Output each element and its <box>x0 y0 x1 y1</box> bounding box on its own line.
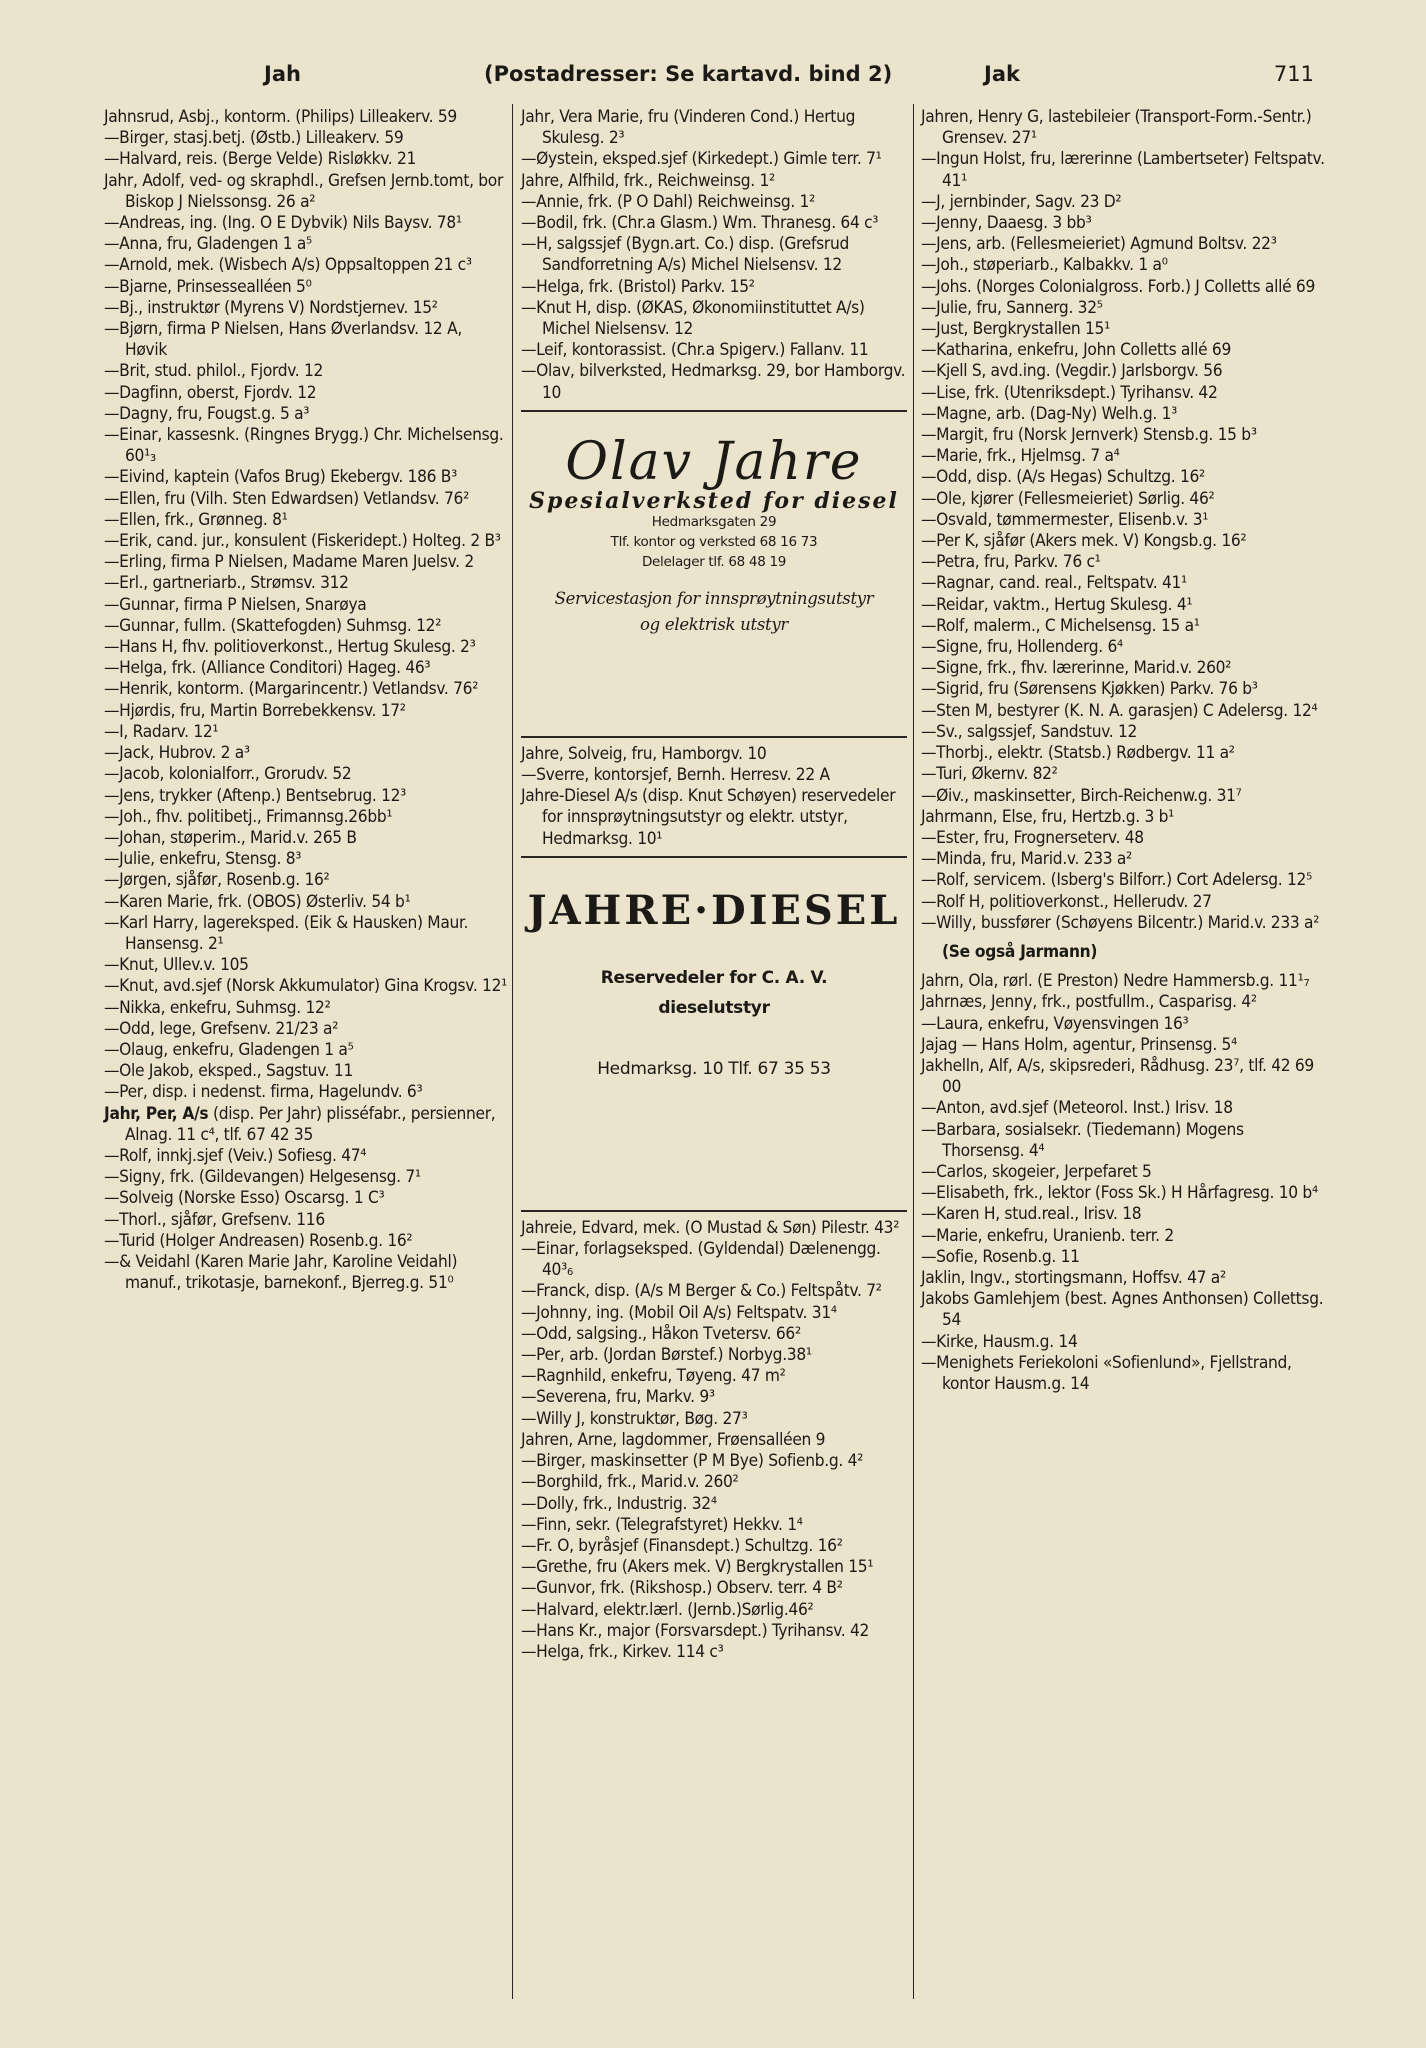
directory-entry: —Hjørdis, fru, Martin Borrebekkensv. 17² <box>104 700 406 721</box>
directory-entry: —Rolf, malerm., C Michelsensg. 15 a¹ <box>921 615 1200 636</box>
directory-entry: —Kirke, Hausm.g. 14 <box>921 1331 1078 1352</box>
directory-entry: —Birger, stasj.betj. (Østb.) Lilleakerv. 59 <box>104 128 404 149</box>
ad-parts-line: dieselutstyr <box>658 998 770 1019</box>
directory-entry: Jahreie, Edvard, mek. (O Mustad & Søn) Pilestr. 43² <box>521 1217 900 1238</box>
directory-entry: —Helga, frk., Kirkev. 114 c³ <box>521 1641 724 1662</box>
directory-entry: —Andreas, ing. (Ing. O E Dybvik) Nils Baysv. 78¹ <box>104 213 462 234</box>
column-middle <box>521 107 907 1663</box>
directory-entry: —Anna, fru, Gladengen 1 a⁵ <box>104 234 312 255</box>
directory-entry: —Knut, Ullev.v. 105 <box>104 955 249 976</box>
directory-entry: —Franck, disp. (A/s M Berger & Co.) Feltspåtv. 7² <box>521 1281 882 1302</box>
directory-entry: —Ragnhild, enkefru, Tøyeng. 47 m² <box>521 1366 786 1387</box>
directory-entry: Jahre, Alfhild, frk., Reichweinsg. 1² <box>521 170 775 191</box>
ad-phone: Tlf. kontor og verksted 68 16 73 <box>610 534 818 551</box>
directory-entry: —Arnold, mek. (Wisbech A/s) Oppsaltoppen 21 c³ <box>104 255 472 276</box>
directory-entry: —Signy, frk. (Gildevangen) Helgesensg. 7¹ <box>104 1167 421 1188</box>
entry-list <box>921 107 1325 934</box>
entry-list <box>521 107 907 404</box>
directory-entry: —Johnny, ing. (Mobil Oil A/s) Feltspatv. 31⁴ <box>521 1302 837 1323</box>
directory-entry-bold <box>104 1104 508 1146</box>
directory-entry: —Elisabeth, frk., lektor (Foss Sk.) H Hårfagresg. 10 b⁴ <box>921 1183 1318 1204</box>
directory-entry: —Gunnar, firma P Nielsen, Snarøya <box>104 594 367 615</box>
directory-entry: Jahr, Adolf, ved- og skraphdl., Grefsen Jernb.tomt, bor Biskop J Nielssonsg. 26 a² <box>104 170 504 212</box>
directory-entry: —Øystein, eksped.sjef (Kirkedept.) Gimle terr. 7¹ <box>521 149 882 170</box>
directory-entry: —Johan, støperim., Marid.v. 265 B <box>104 827 357 848</box>
directory-entry: —Olaug, enkefru, Gladengen 1 a⁵ <box>104 1039 354 1060</box>
directory-entry: —Karen H, stud.real., Irisv. 18 <box>921 1204 1142 1225</box>
directory-entry: —Gunvor, frk. (Rikshosp.) Observ. terr. 4 B² <box>521 1578 843 1599</box>
directory-entry: —Karl Harry, lagereksped. (Eik & Hausken) Maur. Hansensg. 2¹ <box>104 912 469 954</box>
directory-entry: —& Veidahl (Karen Marie Jahr, Karoline Veidahl) manuf., trikotasje, barnekonf., Bjerreg.g. 51⁰ <box>104 1251 458 1294</box>
directory-entry: —Ellen, frk., Grønneg. 8¹ <box>104 509 288 530</box>
directory-entry: —Sv., salgssjef, Sandstuv. 12 <box>921 721 1138 742</box>
directory-entry: —Bjørn, firma P Nielsen, Hans Øverlandsv. 12 A, Høvik <box>104 319 462 361</box>
directory-entry: Jahrn, Ola, rørl. (E Preston) Nedre Hammersb.g. 11¹₇ <box>921 971 1310 992</box>
entry-list <box>104 1146 508 1294</box>
directory-entry: —Hans H, fhv. politioverkonst., Hertug Skulesg. 2³ <box>104 637 476 658</box>
directory-entry: —Erik, cand. jur., konsulent (Fiskeridept.) Holteg. 2 B³ <box>104 531 501 552</box>
directory-entry: —Signe, fru, Hollenderg. 6⁴ <box>921 637 1123 658</box>
directory-entry: —Erl., gartneriarb., Strømsv. 312 <box>104 573 349 594</box>
entry-list <box>521 744 907 850</box>
directory-entry: —Solveig (Norske Esso) Oscarsg. 1 C³ <box>104 1188 385 1209</box>
directory-entry: —Bodil, frk. (Chr.a Glasm.) Wm. Thranesg. 64 c³ <box>521 213 879 234</box>
directory-entry: —Dolly, frk., Industrig. 32⁴ <box>521 1493 717 1514</box>
directory-entry: —Petra, fru, Parkv. 76 c¹ <box>921 552 1101 573</box>
directory-entry: —Thorbj., elektr. (Statsb.) Rødbergv. 11 a² <box>921 743 1235 764</box>
directory-entry: —Halvard, reis. (Berge Velde) Risløkkv. 21 <box>104 149 417 170</box>
directory-entry: —Henrik, kontorm. (Margarincentr.) Vetlandsv. 76² <box>104 679 479 700</box>
directory-entry: —H, salgssjef (Bygn.art. Co.) disp. (Grefsrud Sandforretning A/s) Michel Nielsensv. 12 <box>521 234 849 276</box>
directory-entry: —Per K, sjåfør (Akers mek. V) Kongsb.g. 16² <box>921 531 1247 552</box>
entry-list <box>921 971 1325 1395</box>
directory-entry: —Carlos, skogeier, Jerpefaret 5 <box>921 1161 1152 1182</box>
ad-divider <box>521 1210 907 1212</box>
header-left-keyword: Jah <box>264 62 301 86</box>
directory-entry: —Signe, frk., fhv. lærerinne, Marid.v. 260² <box>921 658 1232 679</box>
entry-detail: (disp. Per Jahr) plisséfabr., persienner, Alnag. 11 c⁴, tlf. 67 42 35 <box>125 1103 496 1145</box>
directory-entry: —Katharina, enkefru, John Colletts allé 69 <box>921 340 1232 361</box>
directory-entry: —Rolf H, politioverkonst., Hellerudv. 27 <box>921 891 1212 912</box>
entry-name-bold: Jahr, Per, A/s <box>104 1103 209 1124</box>
ad-service-line: Servicestasjon for innsprøytningsutstyr <box>554 589 874 609</box>
directory-entry: —Hans Kr., major (Forsvarsdept.) Tyrihansv. 42 <box>521 1620 870 1641</box>
directory-entry: —Ellen, fru (Vilh. Sten Edwardsen) Vetlandsv. 76² <box>104 488 469 509</box>
directory-entry: —Anton, avd.sjef (Meteorol. Inst.) Irisv. 18 <box>921 1098 1233 1119</box>
directory-entry: —Karen Marie, frk. (OBOS) Østerliv. 54 b¹ <box>104 891 411 912</box>
directory-entry: —Øiv., maskinsetter, Birch-Reichenw.g. 31⁷ <box>921 785 1242 806</box>
directory-entry: —Helga, frk. (Alliance Conditori) Hageg. 46³ <box>104 658 431 679</box>
ad-jahre-diesel <box>521 864 907 1204</box>
ad-olav-jahre <box>521 418 907 730</box>
directory-entry: Jahnsrud, Asbj., kontorm. (Philips) Lilleakerv. 59 <box>104 107 457 127</box>
directory-entry: —Marie, enkefru, Uranienb. terr. 2 <box>921 1225 1174 1246</box>
directory-entry: —Johs. (Norges Colonialgross. Forb.) J Colletts allé 69 <box>921 276 1315 297</box>
directory-entry: Jajag — Hans Holm, agentur, Prinsensg. 5⁴ <box>921 1034 1237 1055</box>
directory-entry: —Jack, Hubrov. 2 a³ <box>104 743 250 764</box>
directory-entry: —Per, arb. (Jordan Børstef.) Norbyg.38¹ <box>521 1345 812 1366</box>
ad-logo-olav-jahre: Olav Jahre <box>565 431 863 492</box>
directory-entry: Jahrmann, Else, fru, Hertzb.g. 3 b¹ <box>921 806 1175 827</box>
directory-entry: —Jenny, Daaesg. 3 bb³ <box>921 213 1092 234</box>
column-divider <box>913 104 914 1999</box>
directory-entry: —Thorl., sjåfør, Grefsenv. 116 <box>104 1209 325 1230</box>
directory-entry: Jahren, Henry G, lastebileier (Transport-Form.-Sentr.) Grensev. 27¹ <box>921 107 1312 149</box>
directory-entry: —Reidar, vaktm., Hertug Skulesg. 4¹ <box>921 594 1193 615</box>
column-right <box>921 107 1325 1395</box>
directory-entry: —Olav, bilverksted, Hedmarksg. 29, bor Hamborgv. 10 <box>521 361 906 403</box>
ad-tagline: Spesialverksted for diesel <box>529 488 899 515</box>
directory-entry: —Finn, sekr. (Telegrafstyret) Hekkv. 1⁴ <box>521 1514 803 1535</box>
directory-entry: —Ole Jakob, eksped., Sagstuv. 11 <box>104 1061 353 1082</box>
directory-entry: —Sverre, kontorsjef, Bernh. Herresv. 22 A <box>521 765 830 786</box>
directory-entry: —Einar, forlagseksped. (Gyldendal) Dælenengg. 40³₆ <box>521 1239 881 1281</box>
directory-entry: —Per, disp. i nedenst. firma, Hagelundv. 6³ <box>104 1082 423 1103</box>
directory-entry: —Sigrid, fru (Sørensens Kjøkken) Parkv. 76 b³ <box>921 679 1258 700</box>
directory-entry: —Sten M, bestyrer (K. N. A. garasjen) C Adelersg. 12⁴ <box>921 700 1318 721</box>
directory-entry: —Menighets Feriekoloni «Sofienlund», Fjellstrand, kontor Hausm.g. 14 <box>921 1352 1292 1394</box>
directory-entry: —Knut, avd.sjef (Norsk Akkumulator) Gina Krogsv. 12¹ <box>104 976 508 997</box>
directory-entry: —Bj., instruktør (Myrens V) Nordstjernev. 15² <box>104 297 438 318</box>
directory-entry: Jaklin, Ingv., stortingsmann, Hoffsv. 47 a² <box>921 1267 1226 1288</box>
directory-entry: —Jens, trykker (Aftenp.) Bentsebrug. 12³ <box>104 785 407 806</box>
directory-entry: —Einar, kassesnk. (Ringnes Brygg.) Chr. Michelsensg. 60¹₃ <box>104 425 504 467</box>
header-center-note: (Postadresser: Se kartavd. bind 2) <box>484 62 893 86</box>
entry-list <box>104 107 508 1104</box>
directory-entry: —Laura, enkefru, Vøyensvingen 16³ <box>921 1013 1189 1034</box>
directory-entry: Jahren, Arne, lagdommer, Frøensalléen 9 <box>521 1429 826 1450</box>
directory-entry: —Eivind, kaptein (Vafos Brug) Ekebergv. 186 B³ <box>104 467 457 488</box>
directory-entry: —Odd, disp. (A/s Hegas) Schultzg. 16² <box>921 467 1205 488</box>
directory-entry: —Rolf, servicem. (Isberg's Bilforr.) Cort Adelersg. 12⁵ <box>921 870 1312 891</box>
directory-entry: —Margit, fru (Norsk Jernverk) Stensb.g. 15 b³ <box>921 425 1257 446</box>
directory-entry: —Just, Bergkrystallen 15¹ <box>921 319 1110 340</box>
directory-entry: —Turi, Økernv. 82² <box>921 764 1058 785</box>
directory-entry: —Barbara, sosialsekr. (Tiedemann) Mogens Thorsensg. 4⁴ <box>921 1119 1244 1161</box>
directory-entry: —Odd, salgsing., Håkon Tvetersv. 66² <box>521 1323 801 1344</box>
ad-service-line: og elektrisk utstyr <box>640 615 788 635</box>
directory-entry: —Odd, lege, Grefsenv. 21/23 a² <box>104 1018 339 1039</box>
directory-entry: —Leif, kontorassist. (Chr.a Spigerv.) Fallanv. 11 <box>521 340 869 361</box>
directory-entry: —Halvard, elektr.lærl. (Jernb.)Sørlig.46² <box>521 1599 814 1620</box>
directory-entry: —Willy J, konstruktør, Bøg. 27³ <box>521 1408 748 1429</box>
directory-entry: —Brit, stud. philol., Fjordv. 12 <box>104 361 324 382</box>
directory-entry: —Dagfinn, oberst, Fjordv. 12 <box>104 382 317 403</box>
directory-entry: —Sofie, Rosenb.g. 11 <box>921 1246 1080 1267</box>
directory-entry: Jahre, Solveig, fru, Hamborgv. 10 <box>521 743 767 764</box>
directory-entry: —Magne, arb. (Dag-Ny) Welh.g. 1³ <box>921 403 1178 424</box>
directory-entry: —Nikka, enkefru, Suhmsg. 12² <box>104 997 331 1018</box>
directory-entry: Jakobs Gamlehjem (best. Agnes Anthonsen) Collettsg. 54 <box>921 1289 1324 1331</box>
entry-list <box>521 1218 907 1663</box>
directory-entry: —Kjell S, avd.ing. (Vegdir.) Jarlsborgv. 56 <box>921 361 1223 382</box>
header-right-keyword: Jak <box>984 62 1020 86</box>
ad-parts-line: Reservedeler for C. A. V. <box>600 968 828 989</box>
directory-entry: —Jørgen, sjåfør, Rosenb.g. 16² <box>104 870 330 891</box>
directory-entry: —Ingun Holst, fru, lærerinne (Lambertseter) Feltspatv. 41¹ <box>921 149 1325 191</box>
directory-entry: —I, Radarv. 12¹ <box>104 721 219 742</box>
directory-entry: —Ragnar, cand. real., Feltspatv. 41¹ <box>921 573 1187 594</box>
directory-entry: —Gunnar, fullm. (Skattefogden) Suhmsg. 12² <box>104 615 442 636</box>
ad-divider <box>521 410 907 412</box>
directory-entry: —Julie, enkefru, Stensg. 8³ <box>104 849 302 870</box>
directory-entry: —Osvald, tømmermester, Elisenb.v. 3¹ <box>921 509 1209 530</box>
directory-entry: —Erling, firma P Nielsen, Madame Maren Juelsv. 2 <box>104 552 474 573</box>
directory-entry: —Grethe, fru (Akers mek. V) Bergkrystallen 15¹ <box>521 1557 874 1578</box>
directory-entry: Jahrnæs, Jenny, frk., postfullm., Casparisg. 4² <box>921 992 1257 1013</box>
directory-entry: —Marie, frk., Hjelmsg. 7 a⁴ <box>921 446 1120 467</box>
directory-entry: —Knut H, disp. (ØKAS, Økonomiinstituttet A/s) Michel Nielsensv. 12 <box>521 297 865 340</box>
ad-contact: Hedmarksg. 10 Tlf. 67 35 53 <box>597 1059 831 1080</box>
directory-entry: —Annie, frk. (P O Dahl) Reichweinsg. 1² <box>521 191 815 212</box>
ad-divider <box>521 736 907 738</box>
directory-entry: —Minda, fru, Marid.v. 233 a² <box>921 849 1132 870</box>
ad-address: Hedmarksgaten 29 <box>651 514 777 531</box>
directory-entry: —Jens, arb. (Fellesmeieriet) Agmund Boltsv. 22³ <box>921 234 1277 255</box>
directory-entry: —Turid (Holger Andreasen) Rosenb.g. 16² <box>104 1230 413 1251</box>
directory-entry: —Willy, bussfører (Schøyens Bilcentr.) Marid.v. 233 a² <box>921 912 1320 933</box>
directory-entry: —Julie, fru, Sannerg. 32⁵ <box>921 297 1103 318</box>
directory-entry: —Birger, maskinsetter (P M Bye) Sofienb.g. 4² <box>521 1451 864 1472</box>
ad-divider <box>521 856 907 858</box>
column-divider <box>512 104 513 1999</box>
directory-entry: Jahre-Diesel A/s (disp. Knut Schøyen) reservedeler for innsprøytningsutstyr og elektr. utstyr, Hedmarksg. 10¹ <box>521 786 896 849</box>
directory-entry: —Jacob, kolonialforr., Grorudv. 52 <box>104 764 352 785</box>
column-left <box>104 107 508 1294</box>
cross-reference-note: (Se også Jarmann) <box>942 941 1098 962</box>
page-header <box>96 58 1326 98</box>
directory-entry: —Dagny, fru, Fougst.g. 5 a³ <box>104 403 310 424</box>
directory-entry: —Rolf, innkj.sjef (Veiv.) Sofiesg. 47⁴ <box>104 1145 367 1166</box>
directory-entry: —Ester, fru, Frognerseterv. 48 <box>921 827 1144 848</box>
ad-logo-jahre-diesel: JAHRE·DIESEL <box>527 886 901 934</box>
directory-entry: —Lise, frk. (Utenriksdept.) Tyrihansv. 42 <box>921 382 1218 403</box>
page-number: 711 <box>1273 62 1314 86</box>
directory-entry: —Ole, kjører (Fellesmeieriet) Sørlig. 46² <box>921 488 1215 509</box>
directory-entry: —Joh., støperiarb., Kalbakkv. 1 a⁰ <box>921 255 1168 276</box>
directory-entry: —Fr. O, byråsjef (Finansdept.) Schultzg. 16² <box>521 1535 843 1556</box>
directory-entry: —Borghild, frk., Marid.v. 260² <box>521 1472 739 1493</box>
directory-entry: —J, jernbinder, Sagv. 23 D² <box>921 191 1122 212</box>
directory-entry: —Joh., fhv. politibetj., Frimannsg.26bb¹ <box>104 806 393 827</box>
directory-entry: —Bjarne, Prinsessealléen 5⁰ <box>104 276 312 297</box>
ad-parts-phone: Delelager tlf. 68 48 19 <box>641 554 787 571</box>
directory-entry: —Helga, frk. (Bristol) Parkv. 15² <box>521 276 755 297</box>
directory-entry: Jahr, Vera Marie, fru (Vinderen Cond.) Hertug Skulesg. 2³ <box>521 107 856 149</box>
directory-entry: Jakhelln, Alf, A/s, skipsrederi, Rådhusg. 23⁷, tlf. 42 69 00 <box>921 1055 1314 1098</box>
directory-entry: —Severena, fru, Markv. 9³ <box>521 1387 715 1408</box>
